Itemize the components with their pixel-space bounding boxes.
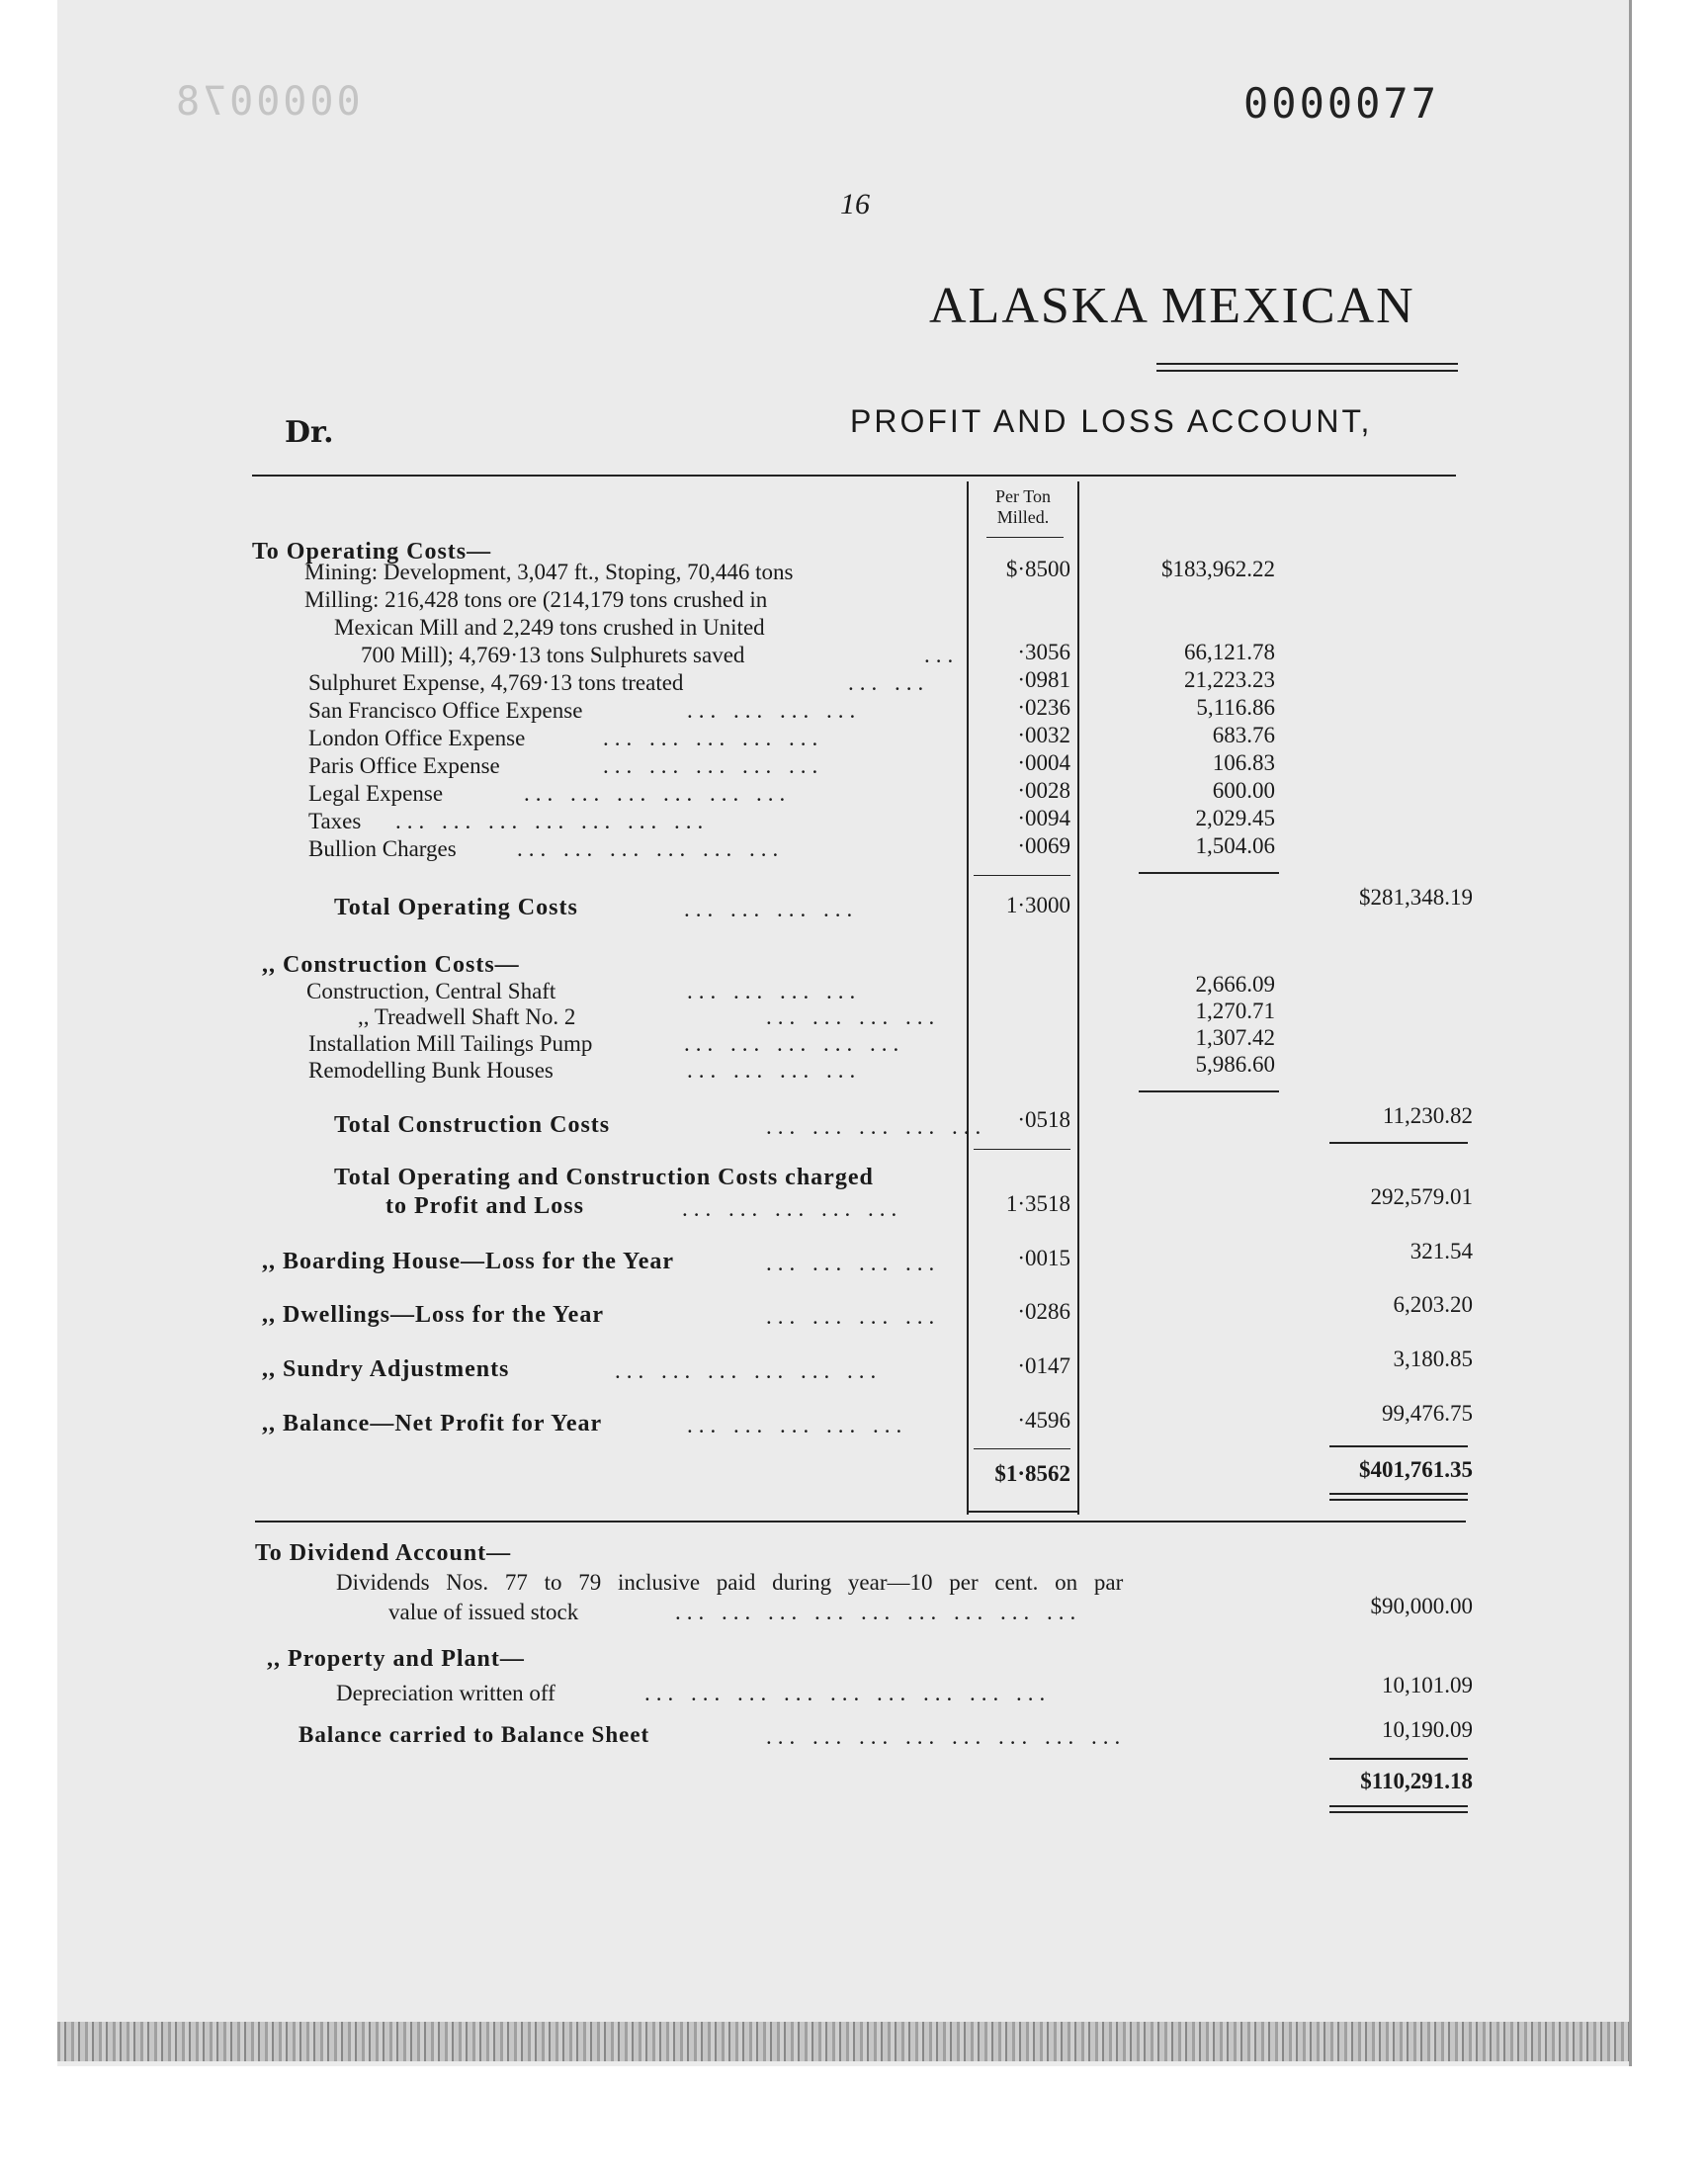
table-row-treadwell-amount: 1,270.71 [1195, 999, 1275, 1023]
grand-total-per-ton: $1·8562 [994, 1461, 1070, 1486]
construction-heading: ,, Construction Costs— [262, 952, 520, 978]
dividend-leader: ... ... ... ... ... ... ... ... ... [675, 1600, 1082, 1624]
combined-total-per-ton: 1·3518 [1005, 1191, 1070, 1216]
table-row-dwellings-leader: ... ... ... ... [766, 1304, 941, 1329]
combined-total-line2: to Profit and Loss [385, 1193, 584, 1219]
total-construction-leader: ... ... ... ... ... [766, 1114, 987, 1139]
property-heading: ,, Property and Plant— [267, 1646, 525, 1672]
total-construction-label: Total Construction Costs [334, 1112, 611, 1138]
table-row-bullion-label: Bullion Charges [308, 836, 457, 861]
table-row-dwellings-label: ,, Dwellings—Loss for the Year [262, 1302, 604, 1328]
table-row-boarding-leader: ... ... ... ... [766, 1251, 941, 1275]
operating-heading: To Operating Costs— [252, 539, 492, 565]
page-number: 16 [840, 188, 870, 220]
table-row-sf-office-per-ton: ·0236 [1017, 695, 1070, 720]
table-row-legal-per-ton: ·0028 [1017, 778, 1070, 803]
table-row-treadwell-leader: ... ... ... ... [766, 1004, 941, 1029]
table-row-london-office-amount: 683.76 [1212, 723, 1275, 747]
table-row-sf-office-amount: 5,116.86 [1196, 695, 1275, 720]
combined-total-amount: 292,579.01 [1370, 1184, 1473, 1209]
table-row-london-office-per-ton: ·0032 [1017, 723, 1070, 747]
table-row-taxes-amount: 2,029.45 [1195, 806, 1275, 830]
milling-line2: Mexican Mill and 2,249 tons crushed in United [334, 615, 765, 640]
company-title: ALASKA MEXICAN [929, 278, 1415, 334]
per-ton-header-line1: Per Ton [995, 486, 1051, 506]
table-row-bunk-houses-amount: 5,986.60 [1195, 1052, 1275, 1077]
milling-line1: Milling: 216,428 tons ore (214,179 tons crushed in [304, 587, 768, 612]
table-row-legal-amount: 600.00 [1212, 778, 1275, 803]
depreciation-leader: ... ... ... ... ... ... ... ... ... [644, 1681, 1052, 1705]
table-row-taxes-leader: ... ... ... ... ... ... ... [395, 809, 710, 833]
dividend-line1: Dividends Nos. 77 to 79 inclusive paid during year—10 per cent. on par [336, 1570, 1124, 1595]
table-row-bullion-per-ton: ·0069 [1017, 833, 1070, 858]
milling-leader: ... [924, 643, 960, 667]
dividend-amount: $90,000.00 [1370, 1594, 1473, 1618]
account-title: PROFIT AND LOSS ACCOUNT, [850, 403, 1373, 439]
table-top-rule [252, 475, 1456, 477]
total-operating-amount: $281,348.19 [1359, 885, 1473, 910]
table-row-legal-label: Legal Expense [308, 781, 444, 806]
table-row-london-office-leader: ... ... ... ... ... [603, 726, 824, 750]
final-total-rule-top [1329, 1758, 1468, 1760]
per-ton-header-line2: Milled. [996, 507, 1050, 527]
grand-total-rule-top [1329, 1445, 1468, 1447]
table-row-paris-office-leader: ... ... ... ... ... [603, 753, 824, 778]
table-row-sf-office-label: San Francisco Office Expense [308, 698, 583, 723]
table-row-sulphuret-per-ton: ·0981 [1017, 667, 1070, 692]
table-row-central-shaft-amount: 2,666.09 [1195, 972, 1275, 997]
table-row-bunk-houses-label: Remodelling Bunk Houses [308, 1058, 554, 1083]
depreciation-label: Depreciation written off [336, 1681, 555, 1705]
grand-total-double-rule-1 [1329, 1493, 1468, 1495]
amount-subtotal-rule [1139, 872, 1279, 874]
per-ton-subtotal-rule [974, 875, 1070, 876]
table-row-net-profit-amount: 99,476.75 [1382, 1401, 1473, 1426]
milling-per-ton: ·3056 [1017, 640, 1070, 664]
grand-total-amount: $401,761.35 [1359, 1457, 1473, 1482]
total-construction-amount: 11,230.82 [1382, 1103, 1473, 1128]
milling-amount: 66,121.78 [1184, 640, 1275, 664]
table-row-treadwell-label: ,, Treadwell Shaft No. 2 [358, 1004, 576, 1029]
table-row-paris-office-label: Paris Office Expense [308, 753, 500, 778]
table-row-sulphuret-leader: ... ... [848, 670, 930, 695]
table-row-paris-office-per-ton: ·0004 [1017, 750, 1070, 775]
milling-line3: 700 Mill); 4,769·13 tons Sulphurets saved [361, 643, 745, 667]
table-row-bullion-amount: 1,504.06 [1195, 833, 1275, 858]
per-ton-col-left [967, 481, 969, 1515]
scan-edge-band [57, 2022, 1629, 2061]
final-total-double-rule-1 [1329, 1805, 1468, 1807]
debit-label: Dr. [285, 415, 334, 450]
table-row-tailings-pump-leader: ... ... ... ... ... [684, 1031, 905, 1056]
depreciation-amount: 10,101.09 [1382, 1673, 1473, 1697]
table-row-sulphuret-label: Sulphuret Expense, 4,769·13 tons treated [308, 670, 684, 695]
combined-total-line1: Total Operating and Construction Costs charged [334, 1165, 874, 1190]
doc-number: 0000077 [1243, 79, 1440, 128]
title-underline-1 [1156, 363, 1458, 365]
dividend-heading: To Dividend Account— [255, 1540, 512, 1566]
table-row-dwellings-amount: 6,203.20 [1393, 1292, 1473, 1317]
final-total-double-rule-2 [1329, 1811, 1468, 1813]
grand-total-per-ton-rule-top [974, 1448, 1070, 1449]
per-ton-header [969, 486, 1077, 528]
total-construction-per-ton: ·0518 [1017, 1107, 1070, 1132]
table-row-bunk-houses-leader: ... ... ... ... [687, 1058, 862, 1083]
per-ton-construction-rule [974, 1149, 1070, 1150]
construction-total-rule [1329, 1142, 1468, 1144]
table-row-dwellings-per-ton: ·0286 [1017, 1299, 1070, 1324]
total-operating-per-ton: 1·3000 [1005, 893, 1070, 917]
final-total-amount: $110,291.18 [1360, 1769, 1473, 1793]
mining-label: Mining: Development, 3,047 ft., Stoping, 70,446 tons [304, 560, 794, 584]
table-row-sulphuret-amount: 21,223.23 [1184, 667, 1275, 692]
grand-total-double-rule-2 [1329, 1499, 1468, 1501]
table-row-boarding-label: ,, Boarding House—Loss for the Year [262, 1249, 675, 1274]
table-row-legal-leader: ... ... ... ... ... ... [524, 781, 792, 806]
per-ton-col-right [1077, 481, 1079, 1515]
table-row-london-office-label: London Office Expense [308, 726, 526, 750]
table-row-central-shaft-leader: ... ... ... ... [687, 979, 862, 1003]
table-row-net-profit-per-ton: ·4596 [1017, 1408, 1070, 1433]
table-row-boarding-amount: 321.54 [1409, 1239, 1473, 1263]
table-row-sf-office-leader: ... ... ... ... [687, 698, 862, 723]
table-row-paris-office-amount: 106.83 [1212, 750, 1275, 775]
mining-per-ton: $·8500 [1005, 557, 1070, 581]
balance-carried-leader: ... ... ... ... ... ... ... ... [766, 1724, 1127, 1749]
table-row-sundry-leader: ... ... ... ... ... ... [615, 1358, 883, 1383]
ghost-doc-number: 0000078 [173, 79, 361, 125]
construction-subtotal-rule [1139, 1090, 1279, 1092]
table-row-net-profit-leader: ... ... ... ... ... [687, 1413, 908, 1437]
per-ton-header-rule [986, 537, 1064, 538]
dividend-line2: value of issued stock [388, 1600, 579, 1624]
section-divider [255, 1521, 1466, 1522]
per-ton-bottom-rule [967, 1511, 1079, 1513]
table-row-tailings-pump-label: Installation Mill Tailings Pump [308, 1031, 593, 1056]
table-row-taxes-per-ton: ·0094 [1017, 806, 1070, 830]
table-row-sundry-label: ,, Sundry Adjustments [262, 1356, 510, 1382]
total-operating-label: Total Operating Costs [334, 895, 578, 920]
table-row-net-profit-label: ,, Balance—Net Profit for Year [262, 1411, 603, 1436]
table-row-bullion-leader: ... ... ... ... ... ... [517, 836, 785, 861]
table-row-sundry-amount: 3,180.85 [1393, 1347, 1473, 1371]
title-underline-2 [1156, 370, 1458, 372]
table-row-central-shaft-label: Construction, Central Shaft [306, 979, 556, 1003]
table-row-tailings-pump-amount: 1,307.42 [1195, 1025, 1275, 1050]
balance-carried-amount: 10,190.09 [1382, 1717, 1473, 1742]
combined-total-leader: ... ... ... ... ... [682, 1196, 903, 1221]
total-operating-leader: ... ... ... ... [684, 897, 859, 921]
table-row-boarding-per-ton: ·0015 [1017, 1246, 1070, 1270]
balance-carried-label: Balance carried to Balance Sheet [299, 1722, 650, 1747]
table-row-taxes-label: Taxes [308, 809, 362, 833]
table-row-sundry-per-ton: ·0147 [1017, 1353, 1070, 1378]
mining-amount: $183,962.22 [1161, 557, 1275, 581]
